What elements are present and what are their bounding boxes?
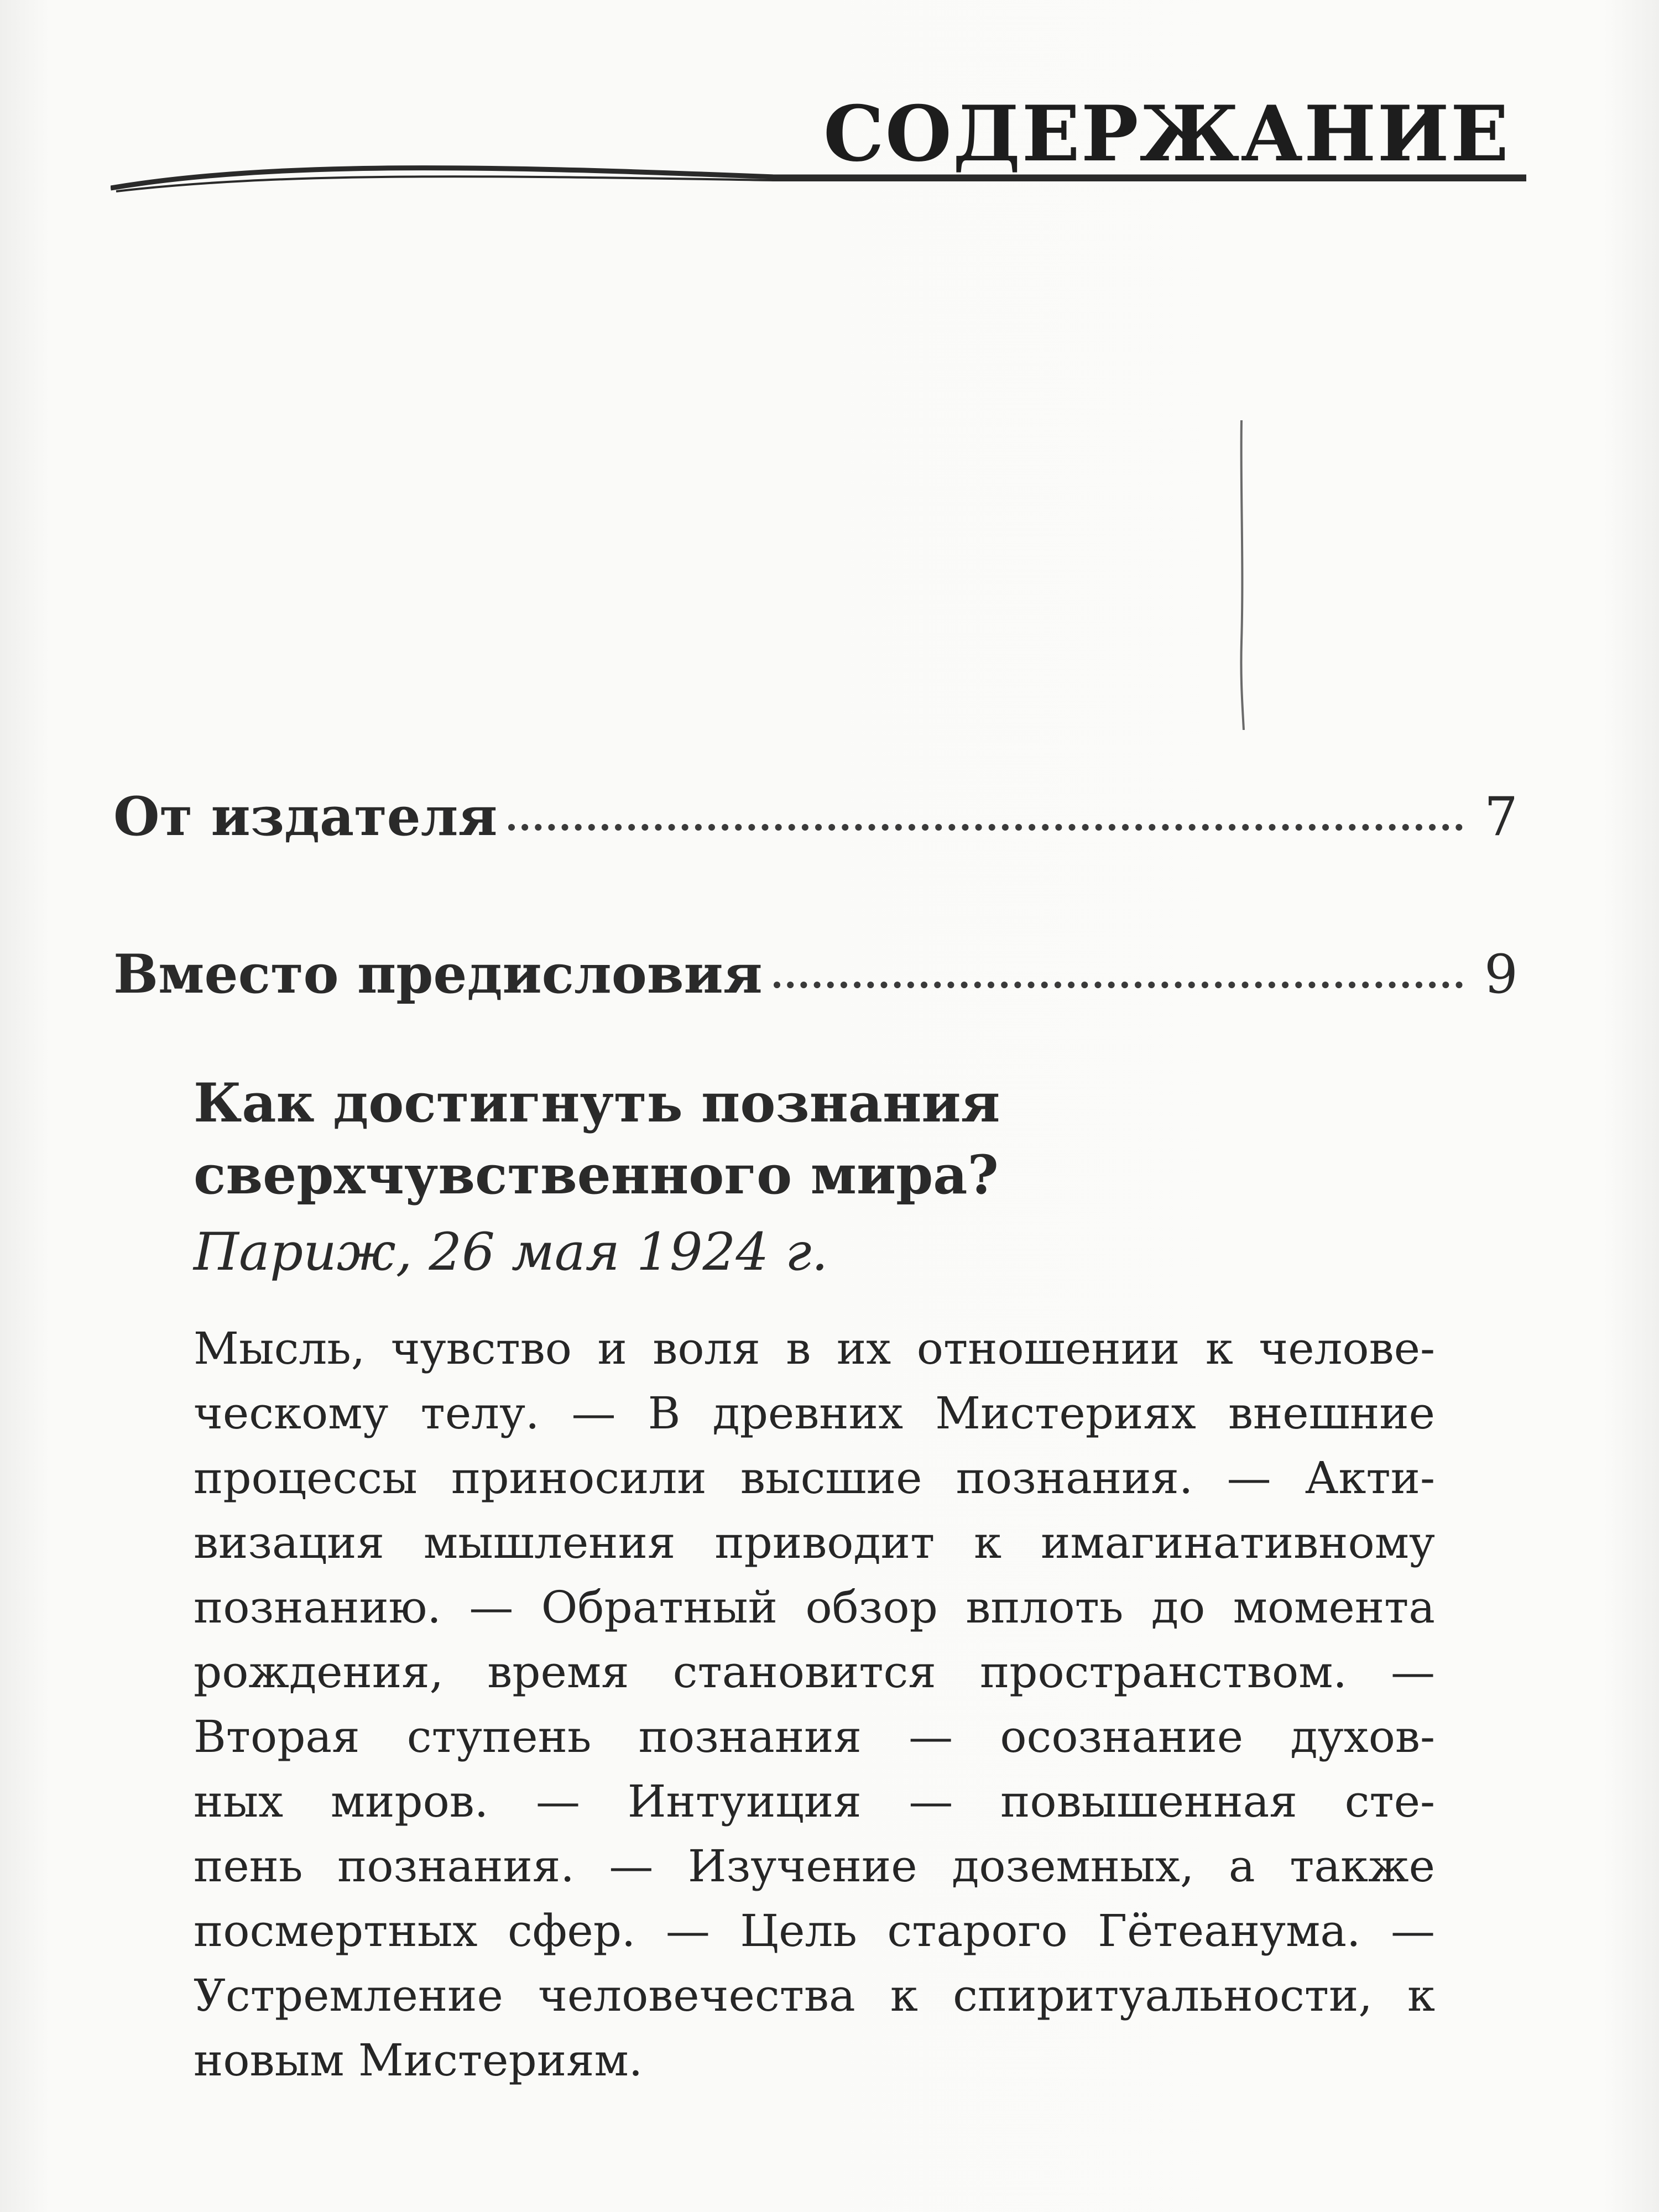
summary-line: посмертных сфер. — Цель старого Гётеанума. —	[194, 1905, 1435, 1957]
toc-page-number: 9	[1484, 943, 1518, 1005]
summary-line: ных миров. — Интуиция — повышенная сте-	[194, 1776, 1435, 1827]
lecture-title[interactable]	[194, 1067, 1410, 1211]
summary-line: ческому телу. — В древних Мистериях внешние	[194, 1387, 1435, 1439]
summary-line: рождения, время становится пространством. —	[194, 1646, 1435, 1698]
summary-line: пень познания. — Изучение доземных, а также	[194, 1840, 1435, 1892]
toc-entry-label: Вместо предисловия	[113, 943, 763, 1005]
summary-line: Вторая ступень познания — осознание духов-	[194, 1711, 1435, 1762]
lecture-summary	[194, 1316, 1435, 2093]
lecture-place-date: Париж, 26 мая 1924 г.	[194, 1222, 828, 1282]
toc-entry-label: От издателя	[113, 785, 498, 848]
toc-leader-dots	[508, 824, 1463, 831]
pen-stroke-mark	[1230, 420, 1253, 730]
page-title: СОДЕРЖАНИЕ	[823, 88, 1510, 179]
summary-line: процессы приносили высшие познания. — Акти-	[194, 1452, 1435, 1504]
summary-line: Устремление человечества к спиритуальности, к	[194, 1970, 1435, 2021]
title-underline-swash	[111, 155, 1526, 205]
toc-leader-dots	[774, 982, 1463, 988]
toc-entry-foreword[interactable]	[113, 943, 1518, 1005]
summary-line: познанию. — Обратный обзор вплоть до момента	[194, 1582, 1435, 1633]
toc-page-number: 7	[1484, 786, 1518, 848]
lecture-title-line: сверхчувственного мира?	[194, 1144, 999, 1206]
toc-entry-publisher[interactable]	[113, 785, 1518, 848]
lecture-title-line: Как достигнуть познания	[194, 1072, 1000, 1134]
summary-line: визация мышления приводит к имагинативному	[194, 1517, 1435, 1568]
summary-line: Мысль, чувство и воля в их отношении к челове-	[194, 1323, 1435, 1374]
summary-line: новым Мистериям.	[194, 2034, 643, 2086]
